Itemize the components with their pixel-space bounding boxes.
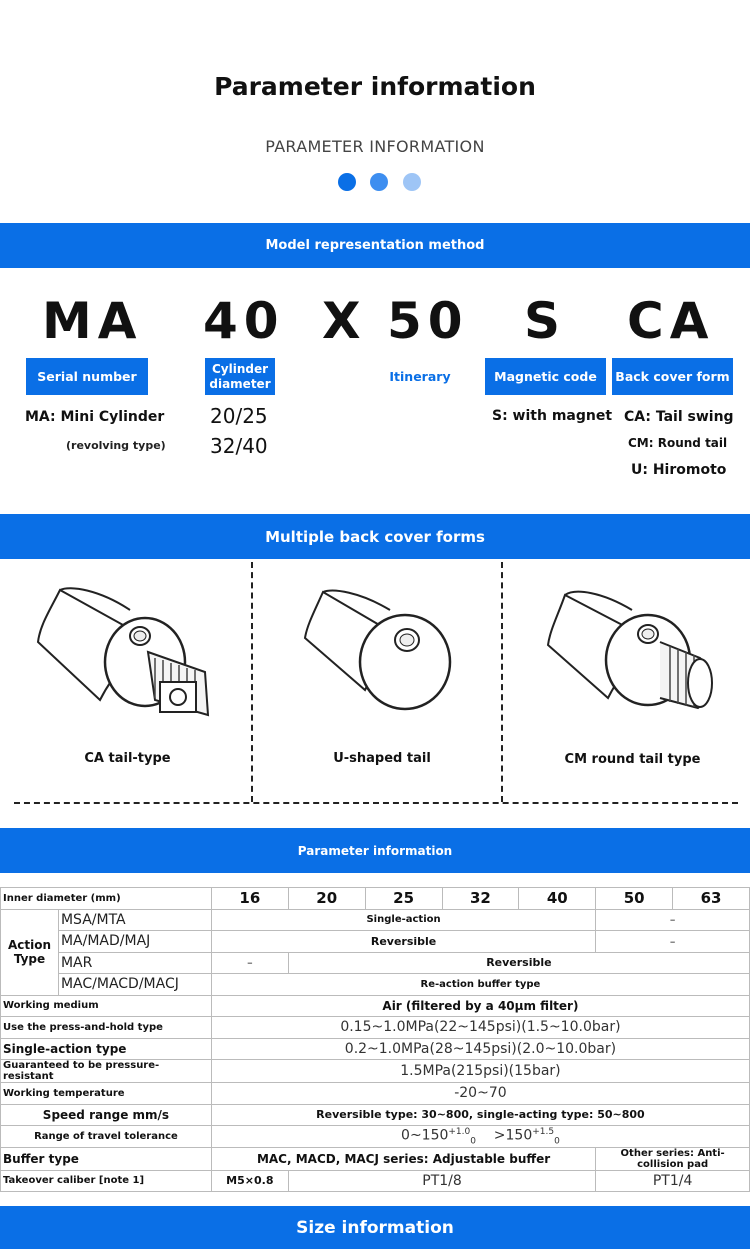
page-title: Parameter information (214, 72, 536, 101)
code-back-cover: CA (627, 292, 715, 350)
back-desc-2: CM: Round tail (628, 436, 728, 450)
parameter-table (0, 887, 750, 1192)
dash-cell-1: – (596, 909, 750, 931)
reversible-cell-1: Reversible (211, 931, 595, 953)
indicator-dot-3 (403, 173, 421, 191)
serial-desc-2: (revolving type) (66, 439, 166, 452)
guarantee-label: Guaranteed to be pressure-resistant (1, 1060, 212, 1083)
table-row (1, 1170, 750, 1192)
params-band (0, 828, 750, 873)
tag-cylinder-diameter: Cylinder diameter (205, 358, 275, 395)
reversible-cell-2: Reversible (288, 952, 749, 974)
divider-horizontal (14, 802, 738, 804)
medium-value: Air (filtered by a 40μm filter) (211, 995, 749, 1017)
model-band (0, 223, 750, 268)
series-mac: MAC/MACD/MACJ (58, 974, 211, 996)
buffer-other: Other series: Anti-collision pad (596, 1147, 750, 1170)
travel-value-1: 0~150 (401, 1127, 449, 1144)
size-50: 50 (596, 888, 673, 910)
size-16: 16 (211, 888, 288, 910)
back-desc-3: U: Hiromoto (631, 462, 727, 478)
page-subtitle: PARAMETER INFORMATION (265, 137, 485, 156)
magnet-desc: S: with magnet (492, 408, 613, 424)
caliber-label: Takeover caliber [note 1] (1, 1170, 212, 1192)
press-value: 0.15~1.0MPa(22~145psi)(1.5~10.0bar) (211, 1017, 749, 1039)
travel-label: Range of travel tolerance (1, 1126, 212, 1148)
buffer-label: Buffer type (1, 1147, 212, 1170)
size-band (0, 1206, 750, 1249)
forms-band-title: Multiple back cover forms (265, 527, 485, 546)
table-row (1, 995, 750, 1017)
single-value: 0.2~1.0MPa(28~145psi)(2.0~10.0bar) (211, 1038, 749, 1060)
travel-sup-1: +1.0 (448, 1126, 471, 1137)
size-20: 20 (288, 888, 365, 910)
diameters-line-1: 20/25 (210, 404, 268, 428)
code-diameter: 40 (203, 292, 285, 350)
caliber-1: M5×0.8 (211, 1170, 288, 1192)
tag-magnetic: Magnetic code (485, 358, 606, 395)
caliber-3: PT1/4 (596, 1170, 750, 1192)
temp-value: -20~70 (211, 1083, 749, 1105)
press-label: Use the press-and-hold type (1, 1017, 212, 1039)
forms-band (0, 514, 750, 559)
reaction-buffer-cell: Re-action buffer type (211, 974, 749, 996)
travel-sup-2: +1.5 (532, 1126, 555, 1137)
table-row (1, 1038, 750, 1060)
series-msa: MSA/MTA (58, 909, 211, 931)
divider-vertical-2 (501, 562, 503, 802)
temp-label: Working temperature (1, 1083, 212, 1105)
size-25: 25 (365, 888, 442, 910)
back-desc-1: CA: Tail swing (624, 409, 734, 425)
table-row (1, 1060, 750, 1083)
table-row (1, 952, 750, 974)
table-row (1, 1083, 750, 1105)
speed-label: Speed range mm/s (1, 1104, 212, 1126)
tag-serial: Serial number (26, 358, 148, 395)
code-magnetic: S (524, 292, 567, 350)
table-row (1, 931, 750, 953)
model-band-title: Model representation method (265, 238, 485, 253)
speed-value: Reversible type: 30~800, single-acting type: 50~800 (211, 1104, 749, 1126)
size-32: 32 (442, 888, 519, 910)
table-row (1, 1104, 750, 1126)
inner-diameter-label: Inner diameter (mm) (1, 888, 212, 910)
caption-ca-tail: CA tail-type (84, 751, 171, 766)
params-band-title: Parameter information (297, 843, 453, 858)
single-action-cell: Single-action (211, 909, 595, 931)
table-row (1, 1126, 750, 1148)
medium-label: Working medium (1, 995, 212, 1017)
action-type-label: Action Type (1, 909, 59, 995)
size-band-title: Size information (296, 1217, 454, 1238)
dash-cell-3: – (211, 952, 288, 974)
code-serial: MA (42, 292, 143, 350)
cm-tail-illustration (540, 580, 730, 725)
code-itinerary: 50 (387, 292, 469, 350)
travel-value (211, 1126, 749, 1148)
table-row (1, 1017, 750, 1039)
single-label: Single-action type (1, 1038, 212, 1060)
table-row (1, 909, 750, 931)
code-x: X (322, 292, 367, 350)
series-mar: MAR (58, 952, 211, 974)
buffer-value: MAC, MACD, MACJ series: Adjustable buffer (211, 1147, 595, 1170)
table-row (1, 1147, 750, 1170)
dash-cell-2: – (596, 931, 750, 953)
travel-sub-1: 0 (470, 1135, 476, 1146)
guarantee-value: 1.5MPa(215psi)(15bar) (211, 1060, 749, 1083)
travel-value-2: >150 (493, 1127, 533, 1144)
caliber-2: PT1/8 (288, 1170, 595, 1192)
ca-tail-illustration (30, 580, 230, 725)
table-row (1, 888, 750, 910)
size-40: 40 (519, 888, 596, 910)
caption-cm-tail: CM round tail type (564, 752, 701, 767)
divider-vertical-1 (251, 562, 253, 802)
caption-u-tail: U-shaped tail (333, 751, 431, 766)
indicator-dot-1 (338, 173, 356, 191)
size-63: 63 (673, 888, 750, 910)
diameters-line-2: 32/40 (210, 434, 268, 458)
table-row (1, 974, 750, 996)
serial-desc: MA: Mini Cylinder (25, 409, 165, 425)
indicator-dot-2 (370, 173, 388, 191)
series-ma: MA/MAD/MAJ (58, 931, 211, 953)
tag-itinerary: Itinerary (389, 369, 451, 384)
u-tail-illustration (285, 580, 475, 725)
travel-sub-2: 0 (554, 1135, 560, 1146)
tag-back-cover: Back cover form (612, 358, 733, 395)
